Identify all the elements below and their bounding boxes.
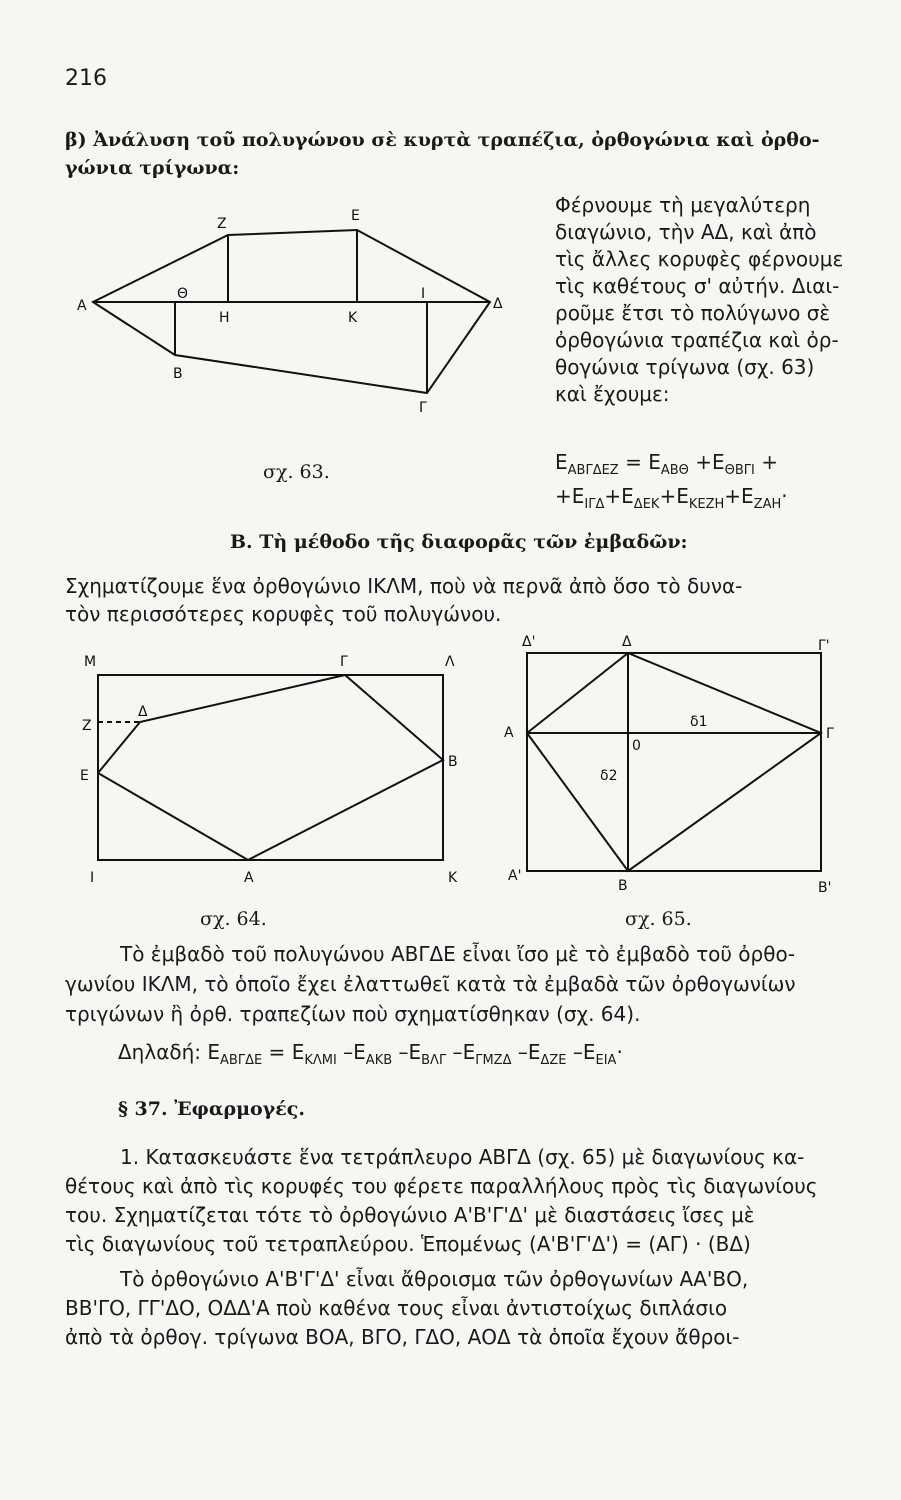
s37-line-1: 1. Κατασκευάστε ἕνα τετράπλευρο ΑΒΓΔ (σχ. 65) μὲ διαγωνίους κα- [120, 1145, 805, 1169]
fig64-label-L: Λ [445, 654, 455, 670]
formula-subscript: ΖΑΗ [753, 497, 782, 512]
fig63-label-D: Δ [493, 296, 503, 312]
formula-operator: + [724, 484, 742, 508]
fig64-label-K: Κ [448, 870, 458, 886]
s37-line-7: ἀπὸ τὰ ὀρθογ. τρίγωνα ΒΟΑ, ΒΓΟ, ΓΔΟ, ΑΟΔ τὰ ὁποῖα ἔχουν ἄθροι- [65, 1325, 740, 1349]
fig65-label-delta2: δ2 [600, 768, 618, 784]
formula-operator: + [604, 484, 622, 508]
formula-operator: – [511, 1040, 528, 1064]
fig64-label-M: Μ [84, 654, 97, 670]
fig63-label-B: Β [173, 366, 183, 382]
fig65-label-O: 0 [632, 738, 641, 754]
fig63-label-H: Η [219, 310, 230, 326]
fig64-polygon [98, 675, 443, 860]
formula-operator: + [754, 450, 779, 474]
fig65-label-Gp: Γ' [818, 638, 830, 654]
formula-term: E [676, 484, 689, 508]
formula-lead: Δηλαδή: [118, 1040, 208, 1064]
fig65-label-A: Α [504, 725, 514, 741]
formula-term: E [571, 484, 585, 508]
fig63-label-E: Ε [351, 208, 360, 224]
section-b-right-text [555, 192, 875, 408]
formula-subscript: ΑΒΓΔΕ [220, 1053, 263, 1068]
figure-64 [70, 640, 480, 890]
formula-operator: – [336, 1040, 354, 1064]
formula-term: E [621, 484, 634, 508]
para-line-3: τριγώνων ἢ ὀρθ. τραπεζίων ποὺ σχηματίσθηκαν (σχ. 64). [65, 1002, 641, 1026]
fig64-label-G: Γ [340, 654, 348, 670]
formula-area-decomposition-2 [555, 484, 788, 512]
fig65-label-G: Γ [826, 726, 834, 742]
s37-line-4: τὶς διαγωνίους τοῦ τετραπλεύρου. Ἑπομένως (Α'Β'Γ'Δ') = (ΑΓ) · (ΒΔ) [65, 1232, 751, 1256]
fig65-label-B: Β [618, 878, 628, 894]
formula-term: E [291, 1040, 305, 1064]
text-line: Φέρνουμε τὴ μεγαλύτερη [555, 193, 811, 217]
fig65-quadrilateral [527, 653, 821, 871]
fig63-polygon [93, 230, 490, 393]
formula-operator: · [781, 484, 788, 508]
formula-subscript: ΕΙΑ [595, 1053, 617, 1068]
fig64-label-Z: Ζ [82, 718, 92, 734]
formula-term: E [648, 450, 661, 474]
formula-operator: – [446, 1040, 463, 1064]
fig63-label-theta: Θ [177, 286, 189, 302]
formula-operator: · [616, 1040, 623, 1064]
formula-operator: = [262, 1040, 292, 1064]
formula-subscript: ΔΕΚ [633, 497, 660, 512]
formula-subscript: ΘΒΓΙ [724, 463, 755, 478]
text-line: τὶς καθέτους σ' αὐτήν. Διαι- [555, 274, 840, 298]
fig63-label-K: Κ [348, 310, 358, 326]
formula-term: E [527, 1040, 541, 1064]
fig64-label-D: Δ [138, 704, 148, 720]
text-line: διαγώνιο, τὴν ΑΔ, καὶ ἀπὸ [555, 220, 817, 244]
fig63-label-I: Ι [421, 286, 426, 302]
formula-term: E [207, 1040, 221, 1064]
fig63-label-Z: Ζ [217, 216, 227, 232]
formula-term: E [555, 450, 568, 474]
formula-operator: + [688, 450, 713, 474]
figure-63 [65, 190, 525, 500]
section-37-heading: § 37. Ἐφαρμογές. [118, 1098, 305, 1120]
section-b-heading-line-1: β) Ἀνάλυση τοῦ πολυγώνου σὲ κυρτὰ τραπέζια, ὀρθογώνια καὶ ὀρθο- [65, 129, 820, 151]
fig63-label-A: Α [77, 298, 87, 314]
figure-63-caption: σχ. 63. [263, 461, 330, 483]
section-B-line-2: τὸν περισσότερες κορυφὲς τοῦ πολυγώνου. [65, 602, 502, 626]
formula-area-decomposition-1 [555, 450, 778, 478]
formula-operator: = [618, 450, 649, 474]
formula-subscript: ΚΛΜΙ [304, 1053, 337, 1068]
figure-65 [500, 630, 845, 895]
s37-line-3: του. Σχηματίζεται τότε τὸ ὀρθογώνιο Α'Β'Γ'Δ' μὲ διαστάσεις ἴσες μὲ [65, 1203, 755, 1227]
formula-subscript: ΔΖΕ [540, 1053, 567, 1068]
formula-term: E [408, 1040, 422, 1064]
fig64-label-E: Ε [80, 768, 89, 784]
fig65-label-Bp: Β' [818, 880, 832, 895]
formula-subscript: ΓΜΖΔ [475, 1053, 512, 1068]
text-line: καὶ ἔχουμε: [555, 382, 670, 406]
formula-operator: + [555, 484, 572, 508]
formula-term: E [741, 484, 754, 508]
fig64-label-I: Ι [90, 870, 95, 886]
s37-line-2: θέτους καὶ ἀπὸ τὶς κορυφές του φέρετε παραλλήλους πρὸς τὶς διαγωνίους [65, 1174, 818, 1198]
text-line: θογώνια τρίγωνα (σχ. 63) [555, 355, 815, 379]
formula-operator: – [392, 1040, 409, 1064]
s37-line-5: Τὸ ὀρθογώνιο Α'Β'Γ'Δ' εἶναι ἄθροισμα τῶν ὀρθογωνίων ΑΑ'ΒΟ, [120, 1267, 749, 1291]
formula-term: E [712, 450, 725, 474]
fig63-label-G: Γ [419, 400, 427, 416]
s37-line-6: ΒΒ'ΓΟ, ΓΓ'ΔΟ, ΟΔΔ'Α ποὺ καθένα τους εἶναι ἀντιστοίχως διπλάσιο [65, 1296, 728, 1320]
para-line-2: γωνίου ΙΚΛΜ, τὸ ὁποῖο ἔχει ἐλαττωθεῖ κατὰ τὰ ἐμβαδὰ τῶν ὀρθογωνίων [65, 972, 796, 996]
section-b-heading-line-2: γώνια τρίγωνα: [65, 157, 240, 179]
formula-subscript: ΑΒΓΔΕΖ [567, 463, 619, 478]
formula-term: E [582, 1040, 596, 1064]
text-line: ροῦμε ἔτσι τὸ πολύγωνο σὲ [555, 301, 831, 325]
formula-subscript: ΑΒΘ [660, 463, 689, 478]
text-line: ὀρθογώνια τραπέζια καὶ ὀρ- [555, 328, 839, 352]
section-B-heading: Β. Τὴ μέθοδο τῆς διαφορᾶς τῶν ἐμβαδῶν: [230, 531, 688, 553]
formula-subscript: ΙΓΔ [584, 497, 605, 512]
fig65-label-Dp: Δ' [522, 634, 536, 650]
fig64-rectangle-IKLM [98, 675, 443, 860]
formula-subscript: ΑΚΒ [365, 1053, 393, 1068]
fig64-label-B: Β [448, 754, 458, 770]
formula-subscript: ΒΛΓ [421, 1053, 447, 1068]
fig65-label-D: Δ [622, 634, 632, 650]
figure-64-caption: σχ. 64. [200, 908, 267, 930]
formula-subscript: ΚΕΖΗ [688, 497, 725, 512]
fig65-label-Ap: Α' [508, 868, 522, 884]
text-line: τὶς ἄλλες κορυφὲς φέρνουμε [555, 247, 844, 271]
fig64-label-A: Α [244, 870, 254, 886]
formula-term: E [462, 1040, 476, 1064]
para-line-1: Τὸ ἐμβαδὸ τοῦ πολυγώνου ΑΒΓΔΕ εἶναι ἴσο μὲ τὸ ἐμβαδὸ τοῦ ὀρθο- [120, 942, 795, 966]
section-B-line-1: Σχηματίζουμε ἕνα ὀρθογώνιο ΙΚΛΜ, ποὺ νὰ περνᾶ ἀπὸ ὅσο τὸ δυνα- [65, 574, 743, 598]
fig65-label-delta1: δ1 [690, 714, 708, 730]
formula-operator: – [566, 1040, 583, 1064]
formula-area-difference [118, 1040, 623, 1068]
formula-term: E [353, 1040, 366, 1064]
page-number: 216 [65, 66, 107, 91]
formula-operator: + [659, 484, 677, 508]
figure-65-caption: σχ. 65. [625, 908, 692, 930]
